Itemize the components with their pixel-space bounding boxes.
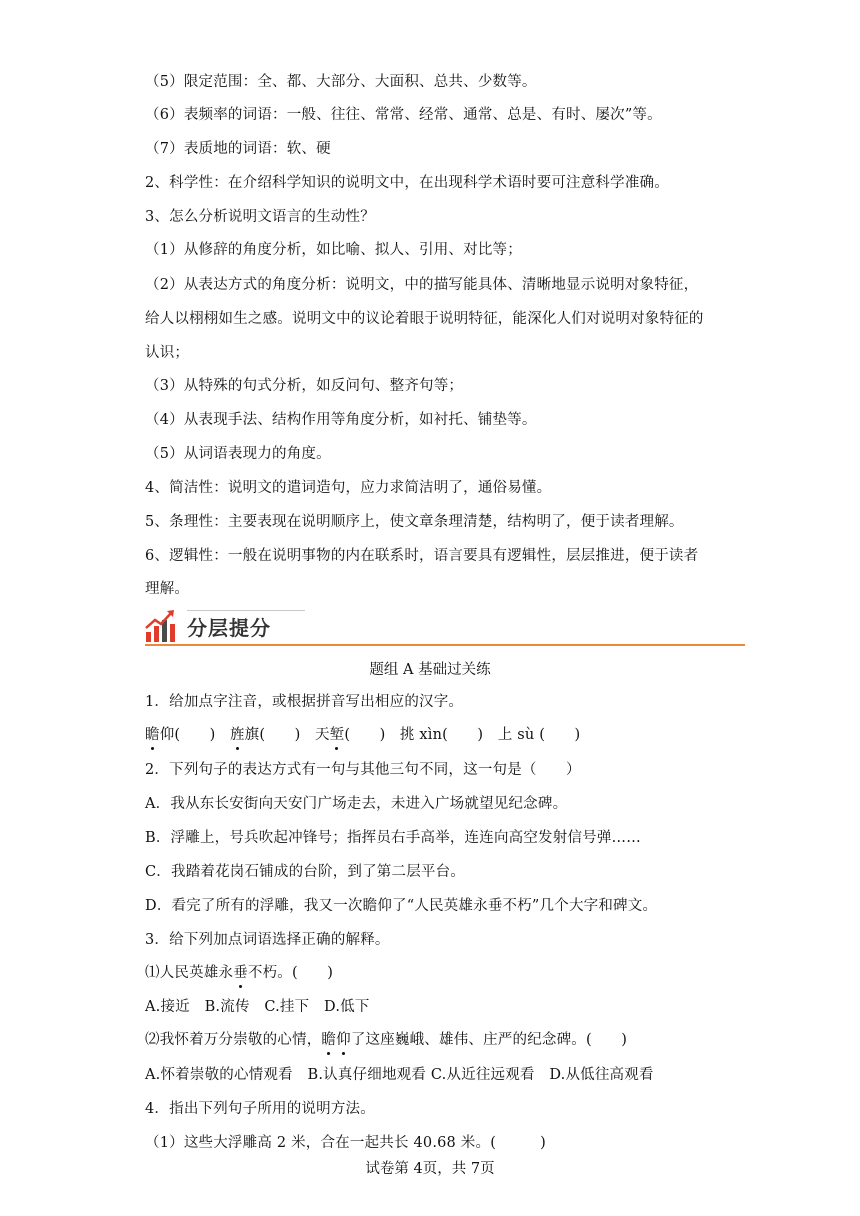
text-line: 2、科学性：在介绍科学知识的说明文中，在出现科学术语时要可注意科学准确。	[145, 175, 669, 191]
question-3-sub-1: ⑴人民英雄永垂不朽。( )	[145, 965, 334, 981]
question-2-option-d: D．看完了所有的浮雕，我又一次瞻仰了“人民英雄永垂不朽”几个大字和碑文。	[145, 898, 658, 914]
text-line: （4）从表现手法、结构作用等角度分析，如衬托、铺垫等。	[145, 412, 537, 428]
text-line: 5、条理性：主要表现在说明顺序上，使文章条理清楚，结构明了，便于读者理解。	[145, 514, 684, 530]
text-line: 3、怎么分析说明文语言的生动性？	[145, 209, 375, 225]
dotted-char: 瞻	[321, 1032, 337, 1048]
text-line: 认识；	[145, 345, 190, 361]
dotted-char: 垂	[233, 965, 248, 981]
text-line: 4、简洁性：说明文的遣词造句，应力求简洁明了，通俗易懂。	[145, 480, 552, 496]
question-3-stem: 3．给下列加点词语选择正确的解释。	[145, 932, 390, 948]
q1-item: 挑 xìn( )	[399, 727, 484, 743]
question-2-option-a: A．我从东长安街向天安门广场走去，未进入广场就望见纪念碑。	[145, 796, 568, 812]
section-header	[145, 604, 745, 648]
section-title: 分层提分	[187, 616, 271, 640]
question-1-items	[145, 725, 580, 745]
dotted-char: 瞻	[145, 727, 160, 743]
dotted-char: 堑	[329, 727, 345, 743]
text-line: （2）从表达方式的角度分析：说明文，中的描写能具体、清晰地显示说明对象特征，	[145, 277, 699, 293]
text-line: （7）表质地的词语：软、硬	[145, 141, 331, 157]
text-line: （1）从修辞的角度分析，如比喻、拟人、引用、对比等；	[145, 242, 522, 258]
question-2-option-b: B．浮雕上，号兵吹起冲锋号；指挥员右手高举，连连向高空发射信号弹……	[145, 830, 641, 846]
bar-chart-rising-icon	[145, 608, 177, 644]
question-3-sub-2-options: A.怀着崇敬的心情观看 B.认真仔细地观看 C.从近往远观看 D.从低往高观看	[145, 1067, 654, 1083]
text-line: （5）从词语表现力的角度。	[145, 446, 331, 462]
page-footer: 试卷第 4页，共 7页	[365, 1161, 495, 1177]
question-4-sub-1: （1）这些大浮雕高 2 米，合在一起共长 40.68 米。( )	[145, 1135, 547, 1151]
question-4-stem: 4．指出下列句子所用的说明方法。	[145, 1101, 375, 1117]
q1-item: 天堑( )	[314, 727, 386, 743]
text-line: 理解。	[145, 581, 190, 597]
question-1-stem: 1．给加点字注音，或根据拼音写出相应的汉字。	[145, 694, 464, 710]
question-3-sub-1-options: A.接近 B.流传 C.挂下 D.低下	[145, 999, 370, 1015]
text-line: （3）从特殊的句式分析，如反问句、整齐句等；	[145, 378, 464, 394]
q1-item: 旌旗( )	[229, 727, 301, 743]
q1-item: 瞻仰( )	[145, 727, 216, 743]
text-line: 给人以栩栩如生之感。说明文中的议论着眼于说明特征，能深化人们对说明对象特征的	[145, 311, 704, 327]
dotted-char: 仰	[336, 1032, 351, 1048]
text-line: （5）限定范围：全、都、大部分、大面积、总共、少数等。	[145, 74, 537, 90]
question-2-option-c: C．我踏着花岗石铺成的台阶，到了第二层平台。	[145, 864, 465, 880]
question-2-stem: 2．下列句子的表达方式有一句与其他三句不同，这一句是（ ）	[145, 762, 581, 778]
group-title: 题组 A 基础过关练	[369, 662, 491, 678]
question-3-sub-2: ⑵我怀着万分崇敬的心情，瞻仰了这座巍峨、雄伟、庄严的纪念碑。( )	[145, 1032, 628, 1048]
text-line: （6）表频率的词语：一般、往往、常常、经常、通常、总是、有时、屡次”等。	[145, 107, 662, 123]
dotted-char: 旌	[229, 727, 245, 743]
q1-item: 上 sù ( )	[497, 727, 581, 743]
header-divider	[187, 610, 305, 611]
text-line: 6、逻辑性：一般在说明事物的内在联系时，语言要具有逻辑性，层层推进，便于读者	[145, 548, 699, 564]
section-rule	[145, 644, 745, 646]
